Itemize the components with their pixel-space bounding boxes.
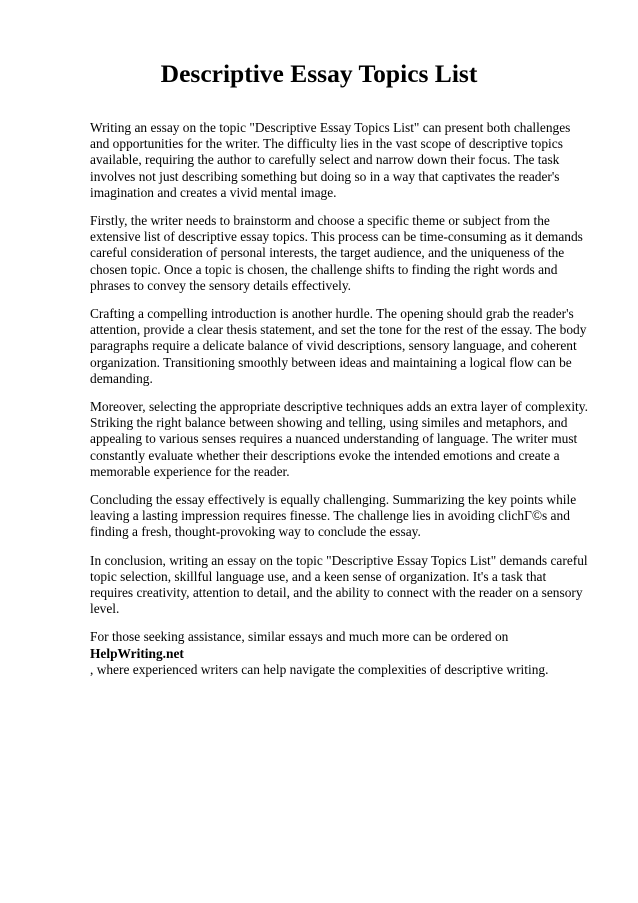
paragraph-conclusion: In conclusion, writing an essay on the topic "Descriptive Essay Topics List" demands careful topic selection, skillful language use, and a keen sense of organization. It's a task that requires creativity, attention to detail, and the ability to connect with the reader on a sensory level.	[90, 552, 588, 617]
paragraph-introduction-hurdle: Crafting a compelling introduction is another hurdle. The opening should grab the reader's attention, provide a clear thesis statement, and set the tone for the rest of the essay. The body paragraphs require a delicate balance of vivid descriptions, sensory language, and coherent organization. Transitioning smoothly between ideas and maintaining a logical flow can be demanding.	[90, 306, 587, 386]
paragraph-brainstorm: Firstly, the writer needs to brainstorm and choose a specific theme or subject from the extensive list of descriptive essay topics. This process can be time-consuming as it demands careful consideration of personal interests, the target audience, and the uniqueness of the chosen topic. Once a topic is chosen, the challenge shifts to finding the right words and phrases to convey the sensory details effectively.	[90, 213, 583, 293]
closing-text-after-link: , where experienced writers can help navigate the complexities of descriptive writing.	[90, 661, 549, 677]
paragraph-intro: Writing an essay on the topic "Descriptive Essay Topics List" can present both challenges and opportunities for the writer. The difficulty lies in the vast scope of descriptive topics available, requiring the author to carefully select and narrow down their focus. The task involves not just describing something but doing so in a way that captivates the reader's imagination and creates a vivid mental image.	[90, 120, 571, 200]
helpwriting-link[interactable]: HelpWriting.net	[90, 645, 184, 661]
paragraph-concluding: Concluding the essay effectively is equally challenging. Summarizing the key points while leaving a lasting impression requires finesse. The challenge lies in avoiding clichГ©s and finding a fresh, thought-provoking way to conclude the essay.	[90, 492, 577, 540]
document-body	[90, 120, 590, 690]
closing-text-before-link: For those seeking assistance, similar essays and much more can be ordered on	[90, 629, 509, 645]
paragraph-techniques: Moreover, selecting the appropriate descriptive techniques adds an extra layer of complexity. Striking the right balance between showing and telling, using similes and metaphors, and appealing to various senses requires a nuanced understanding of language. The writer must constantly evaluate whether their descriptions evoke the intended emotions and create a memorable experience for the reader.	[90, 399, 588, 479]
document-title: Descriptive Essay Topics List	[160, 59, 478, 88]
paragraph-closing	[90, 629, 590, 678]
